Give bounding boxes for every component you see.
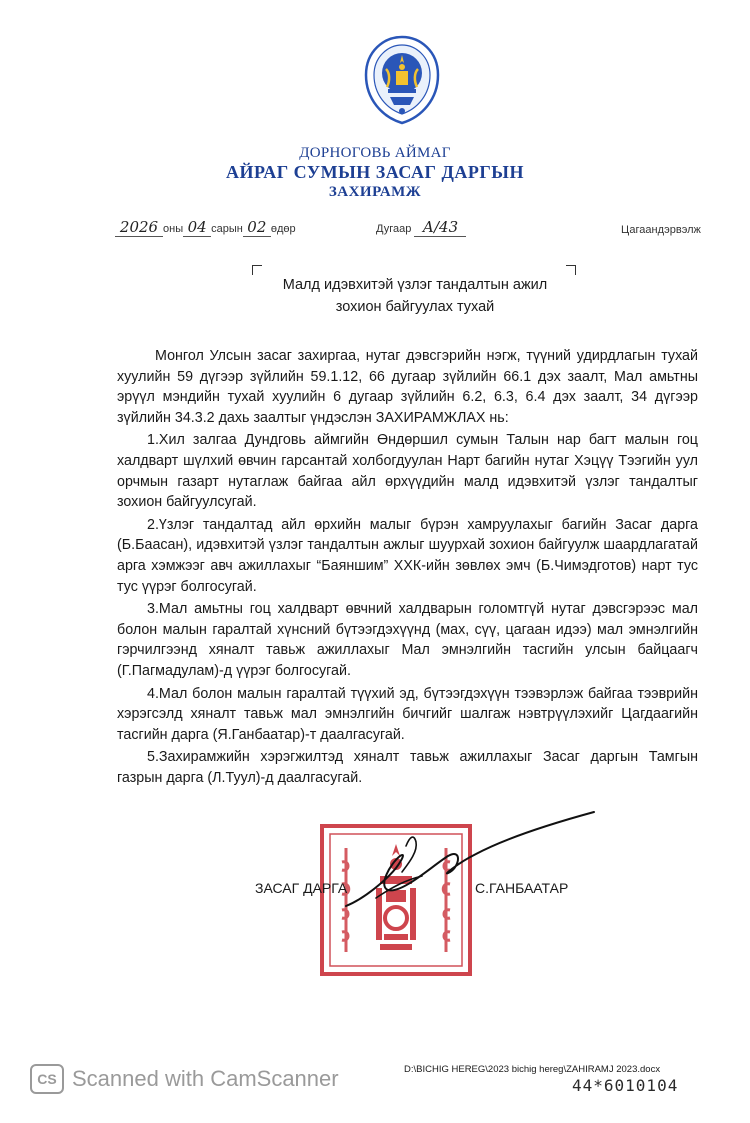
document-serial-number: 44*6010104 [572,1076,679,1095]
scanner-watermark [30,1064,339,1094]
date-month-suffix: сарын [211,223,243,235]
body-item-2: 2.Үзлэг тандалтад айл өрхийн малыг бүрэн хамруулахыг багийн Засаг дарга (Б.Баасан), идэвхитэй үзлэг тандалтын ажлыг шуурхай зохион байгуулж шаардлагатай арга хэмжээг авч ажиллахыг “Баяншим” ХХК-ийн зөвлөх эмч (Б.Чимэдготов) нарт тус тус үүрэг болгосугай. [117,516,698,595]
date-day: 02 [243,218,271,237]
issuer-name: АЙРАГ СУМЫН ЗАСАГ ДАРГЫН [226,162,524,182]
date-year-suffix: оны [163,223,184,235]
order-number [376,218,466,237]
file-path: D:\BICHIG HEREG\2023 bichig hereg\ZAHIRAMJ 2023.docx [404,1064,661,1075]
aimag-name: ДОРНОГОВЬ АЙМАГ [299,145,451,161]
body-item-3: 3.Мал амьтны гоц халдварт өвчний халдварын голомтгүй нутаг дэвсгэрээс мал болон малын гаралтай хүнсний бүтээгдэхүүнд (мах, сүү, цагаан идээ) мал эмнэлгийн гэрчилгээнд хяналт тавьж ажиллахыг Мал эмнэлгийн тасгийн улсын байцаагч (Г.Пагмадулам)-д үүрэг болгосугай. [117,601,698,679]
subject-title [250,274,580,318]
scanner-text: Scanned with CamScanner [72,1066,339,1091]
signatory-name: С.ГАНБААТАР [475,880,569,896]
signature-icon [336,806,598,924]
body-intro: Монгол Улсын засаг захиргаа, нутаг дэвсгэрийн нэгж, түүний удирдлагын тухай хуулийн 59 дүгээр зүйлийн 59.1.12, 66 дугаар зүйлийн 66.1 дэх заалт, Мал амьтны эрүүл мэндийн тухай хуулийн 6 дугаар зүйлийн 6.2, 6.3, 6.4 дэх заалт, 34 дүгээр зүйлийн 34.3.2 дахь заалтыг үндэслэн ЗАХИРАМЖЛАХ нь: [117,348,698,426]
body-item-1: 1.Хил залгаа Дундговь аймгийн Өндөршил сумын Талын нар багт малын гоц халдварт шүлхий өвчин гарсантай холбогдуулан Нарт багийн нутаг Хэцүү Тээгийн уул орчмын газарт нутаглаж байгаа айл өрхүүдийн малд идэвхитэй үзлэг тандалтыг зохион байгуулсугай. [117,432,698,511]
order-body [117,346,698,790]
body-item-4: 4.Мал болон малын гаралтай түүхий эд, бүтээгдэхүүн тээвэрлэж байгаа тээврийн хэрэгсэлд хяналт тавьж мал эмнэлгийн бичгийг шалгаж нэвтрүүлэхийг Цагдаагийн тасгийн дарга (Я.Ганбаатар)-т даалгасугай. [117,685,698,743]
camscanner-logo-icon: CS [30,1064,64,1094]
document-type: ЗАХИРАМЖ [328,184,422,200]
date-month: 04 [183,218,211,237]
subject-line-2: зохион байгуулах тухай [335,299,495,315]
signatory-title: ЗАСАГ ДАРГА [255,880,348,896]
subject-line-1: Малд идэвхитэй үзлэг тандалтын ажил [282,277,548,293]
issue-place: Цагаандэрвэлж [621,224,701,236]
order-number-value: А/43 [414,218,466,237]
date-year: 2026 [115,218,163,237]
date-day-suffix: өдөр [270,223,296,235]
body-item-5: 5.Захирамжийн хэрэгжилтэд хяналт тавьж ажиллахыг Засаг даргын Тамгын газрын дарга (Л.Туул)-д даалгасугай. [117,749,698,786]
state-emblem-icon [360,33,444,127]
order-number-label: Дугаар [376,223,412,235]
date-line [115,218,296,237]
